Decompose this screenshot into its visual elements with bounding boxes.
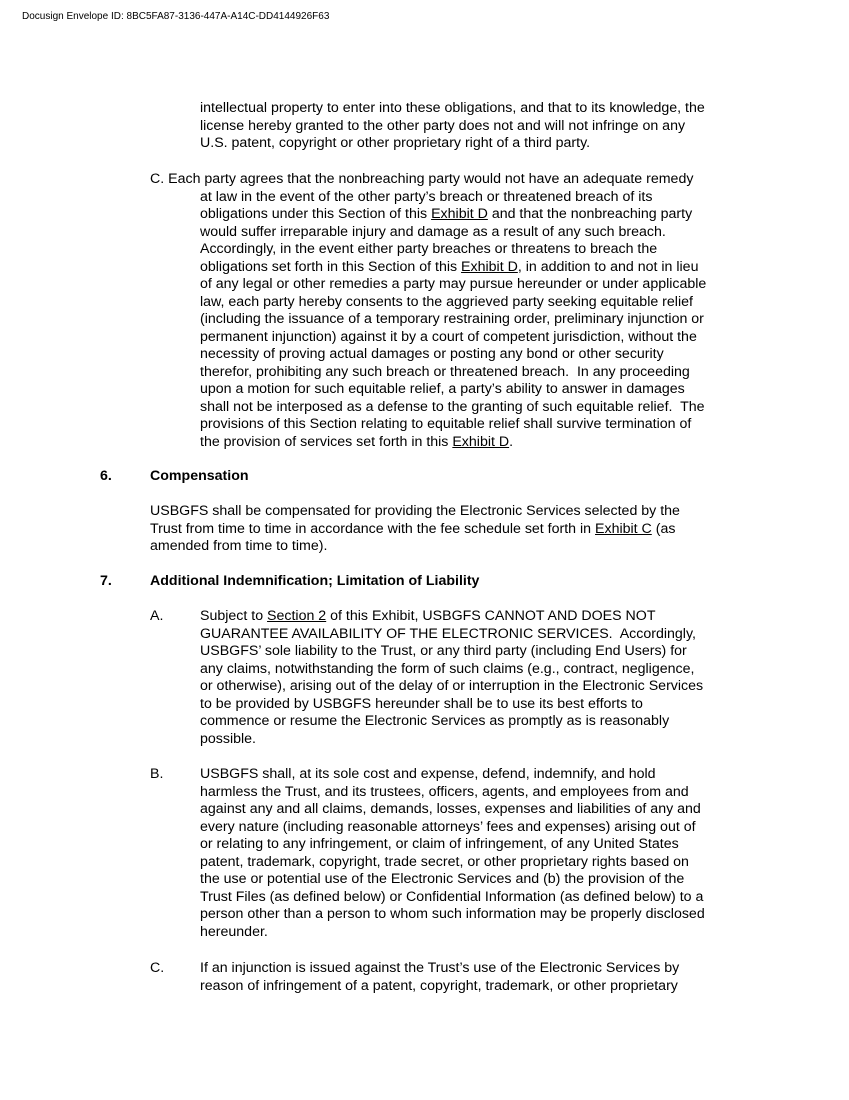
text-line: U.S. patent, copyright or other proprietary right of a third party. — [200, 135, 591, 151]
text-line: the use or potential use of the Electronic Services and (b) the provision of the — [200, 871, 685, 887]
text-line: (including the issuance of a temporary restraining order, preliminary injunction or — [200, 311, 704, 327]
exhibit-c-reference: Exhibit C — [595, 520, 652, 537]
paragraph-c-first-line — [150, 171, 693, 189]
text-line — [200, 608, 703, 626]
subsection-c-label: C. — [150, 960, 165, 976]
text-line: therefor, prohibiting any such breach or threatened breach. In any proceeding — [200, 363, 690, 380]
text-line: possible. — [200, 730, 256, 747]
envelope-id: Docusign Envelope ID: 8BC5FA87-3136-447A-A14C-DD4144926F63 — [22, 11, 330, 22]
text-span: and that the nonbreaching party — [487, 206, 693, 222]
subsection-b-label: B. — [150, 766, 164, 782]
text-span: obligations under this Section of this — [200, 206, 432, 222]
section-2-reference: Section 2 — [267, 608, 327, 624]
text-line — [150, 521, 680, 539]
subsection-a-body — [200, 608, 703, 748]
text-line: license hereby granted to the other party does not and will not infringe on any — [200, 117, 686, 134]
text-line: harmless the Trust, and its trustees, officers, agents, and employees from and — [200, 783, 689, 800]
text-line — [200, 259, 706, 277]
text-line: USBGFS’ sole liability to the Trust, or any third party (including End Users) for — [200, 643, 687, 659]
subsection-a-label: A. — [150, 608, 164, 624]
text-span: Subject to — [200, 608, 268, 624]
section-7-heading: Additional Indemnification; Limitation of Liability — [150, 573, 480, 589]
text-span: the provision of services set forth in this — [200, 433, 453, 450]
paragraph-c-label: C. — [150, 171, 165, 187]
text-span: of this Exhibit, USBGFS CANNOT AND DOES NOT — [326, 608, 656, 624]
paragraph-c-body — [200, 189, 706, 452]
text-line: or relating to any infringement, or claim of infringement, of any United States — [200, 836, 679, 852]
text-line: intellectual property to enter into these obligations, and that to its knowledge, the — [200, 100, 705, 116]
text-line: commence or resume the Electronic Services as promptly as is reasonably — [200, 713, 670, 729]
section-6-body — [150, 503, 680, 556]
text-line: necessity of proving actual damages or posting any bond or other security — [200, 346, 664, 362]
section-6-number: 6. — [100, 468, 112, 484]
text-line: hereunder. — [200, 923, 268, 940]
text-span: . — [509, 433, 514, 450]
text-span: Trust from time to time in accordance with the fee schedule set forth in — [150, 520, 596, 537]
text-line: If an injunction is issued against the Trust’s use of the Electronic Services by — [200, 960, 680, 976]
text-line: permanent injunction) against it by a court of competent jurisdiction, without the — [200, 328, 697, 345]
text-line: or otherwise), arising out of the delay of or interruption in the Electronic Services — [200, 678, 704, 694]
exhibit-d-reference: Exhibit D — [452, 433, 510, 450]
text-line: GUARANTEE AVAILABILITY OF THE ELECTRONIC SERVICES. Accordingly, — [200, 625, 696, 642]
exhibit-d-reference: Exhibit D — [461, 258, 518, 275]
text-line: reason of infringement of a patent, copyright, trademark, or other proprietary — [200, 977, 678, 994]
text-line: USBGFS shall be compensated for providing the Electronic Services selected by the — [150, 503, 680, 519]
text-line: shall not be interposed as a defense to the granting of such equitable relief. The — [200, 398, 705, 415]
text-line: any claims, notwithstanding the form of such claims (e.g., contract, negligence, — [200, 660, 695, 677]
text-span: obligations set forth in this Section of this — [200, 258, 462, 275]
text-line: Trust Files (as defined below) or Confidential Information (as defined below) to a — [200, 888, 704, 905]
text-line: against any and all claims, demands, losses, expenses and liabilities of any and — [200, 801, 701, 817]
text-line: Each party agrees that the nonbreaching party would not have an adequate remedy — [168, 171, 694, 187]
text-line: of any legal or other remedies a party may pursue hereunder or under applicable — [200, 276, 707, 292]
text-line: patent, trademark, copyright, trade secret, or other proprietary rights based on — [200, 853, 689, 870]
text-line — [200, 206, 706, 224]
text-line: upon a motion for such equitable relief, a party’s ability to answer in damages — [200, 381, 685, 397]
text-span: (as — [651, 520, 676, 537]
section-7-number: 7. — [100, 573, 112, 589]
text-line: Accordingly, in the event either party breaches or threatens to breach the — [200, 241, 658, 257]
section-6-heading: Compensation — [150, 468, 249, 484]
text-line: would suffer irreparable injury and damage as a result of any such breach. — [200, 223, 666, 240]
text-line: person other than a person to whom such information may be properly disclosed — [200, 906, 705, 922]
text-line: USBGFS shall, at its sole cost and expense, defend, indemnify, and hold — [200, 766, 656, 782]
text-line: law, each party hereby consents to the aggrieved party seeking equitable relief — [200, 293, 693, 310]
continued-paragraph — [200, 100, 705, 153]
text-line: amended from time to time). — [150, 538, 328, 554]
text-line: at law in the event of the other party’s breach or threatened breach of its — [200, 188, 653, 205]
text-line: every nature (including reasonable attorneys’ fees and expenses) arising out of — [200, 818, 696, 835]
exhibit-d-reference: Exhibit D — [431, 206, 488, 222]
text-line: to be provided by USBGFS hereunder shall be to use its best efforts to — [200, 695, 643, 712]
text-span: , in addition to and not in lieu — [517, 258, 699, 275]
text-line: provisions of this Section relating to equitable relief shall survive termination of — [200, 416, 692, 432]
subsection-b-body — [200, 766, 705, 941]
subsection-c-body — [200, 960, 679, 995]
text-line — [200, 434, 706, 452]
